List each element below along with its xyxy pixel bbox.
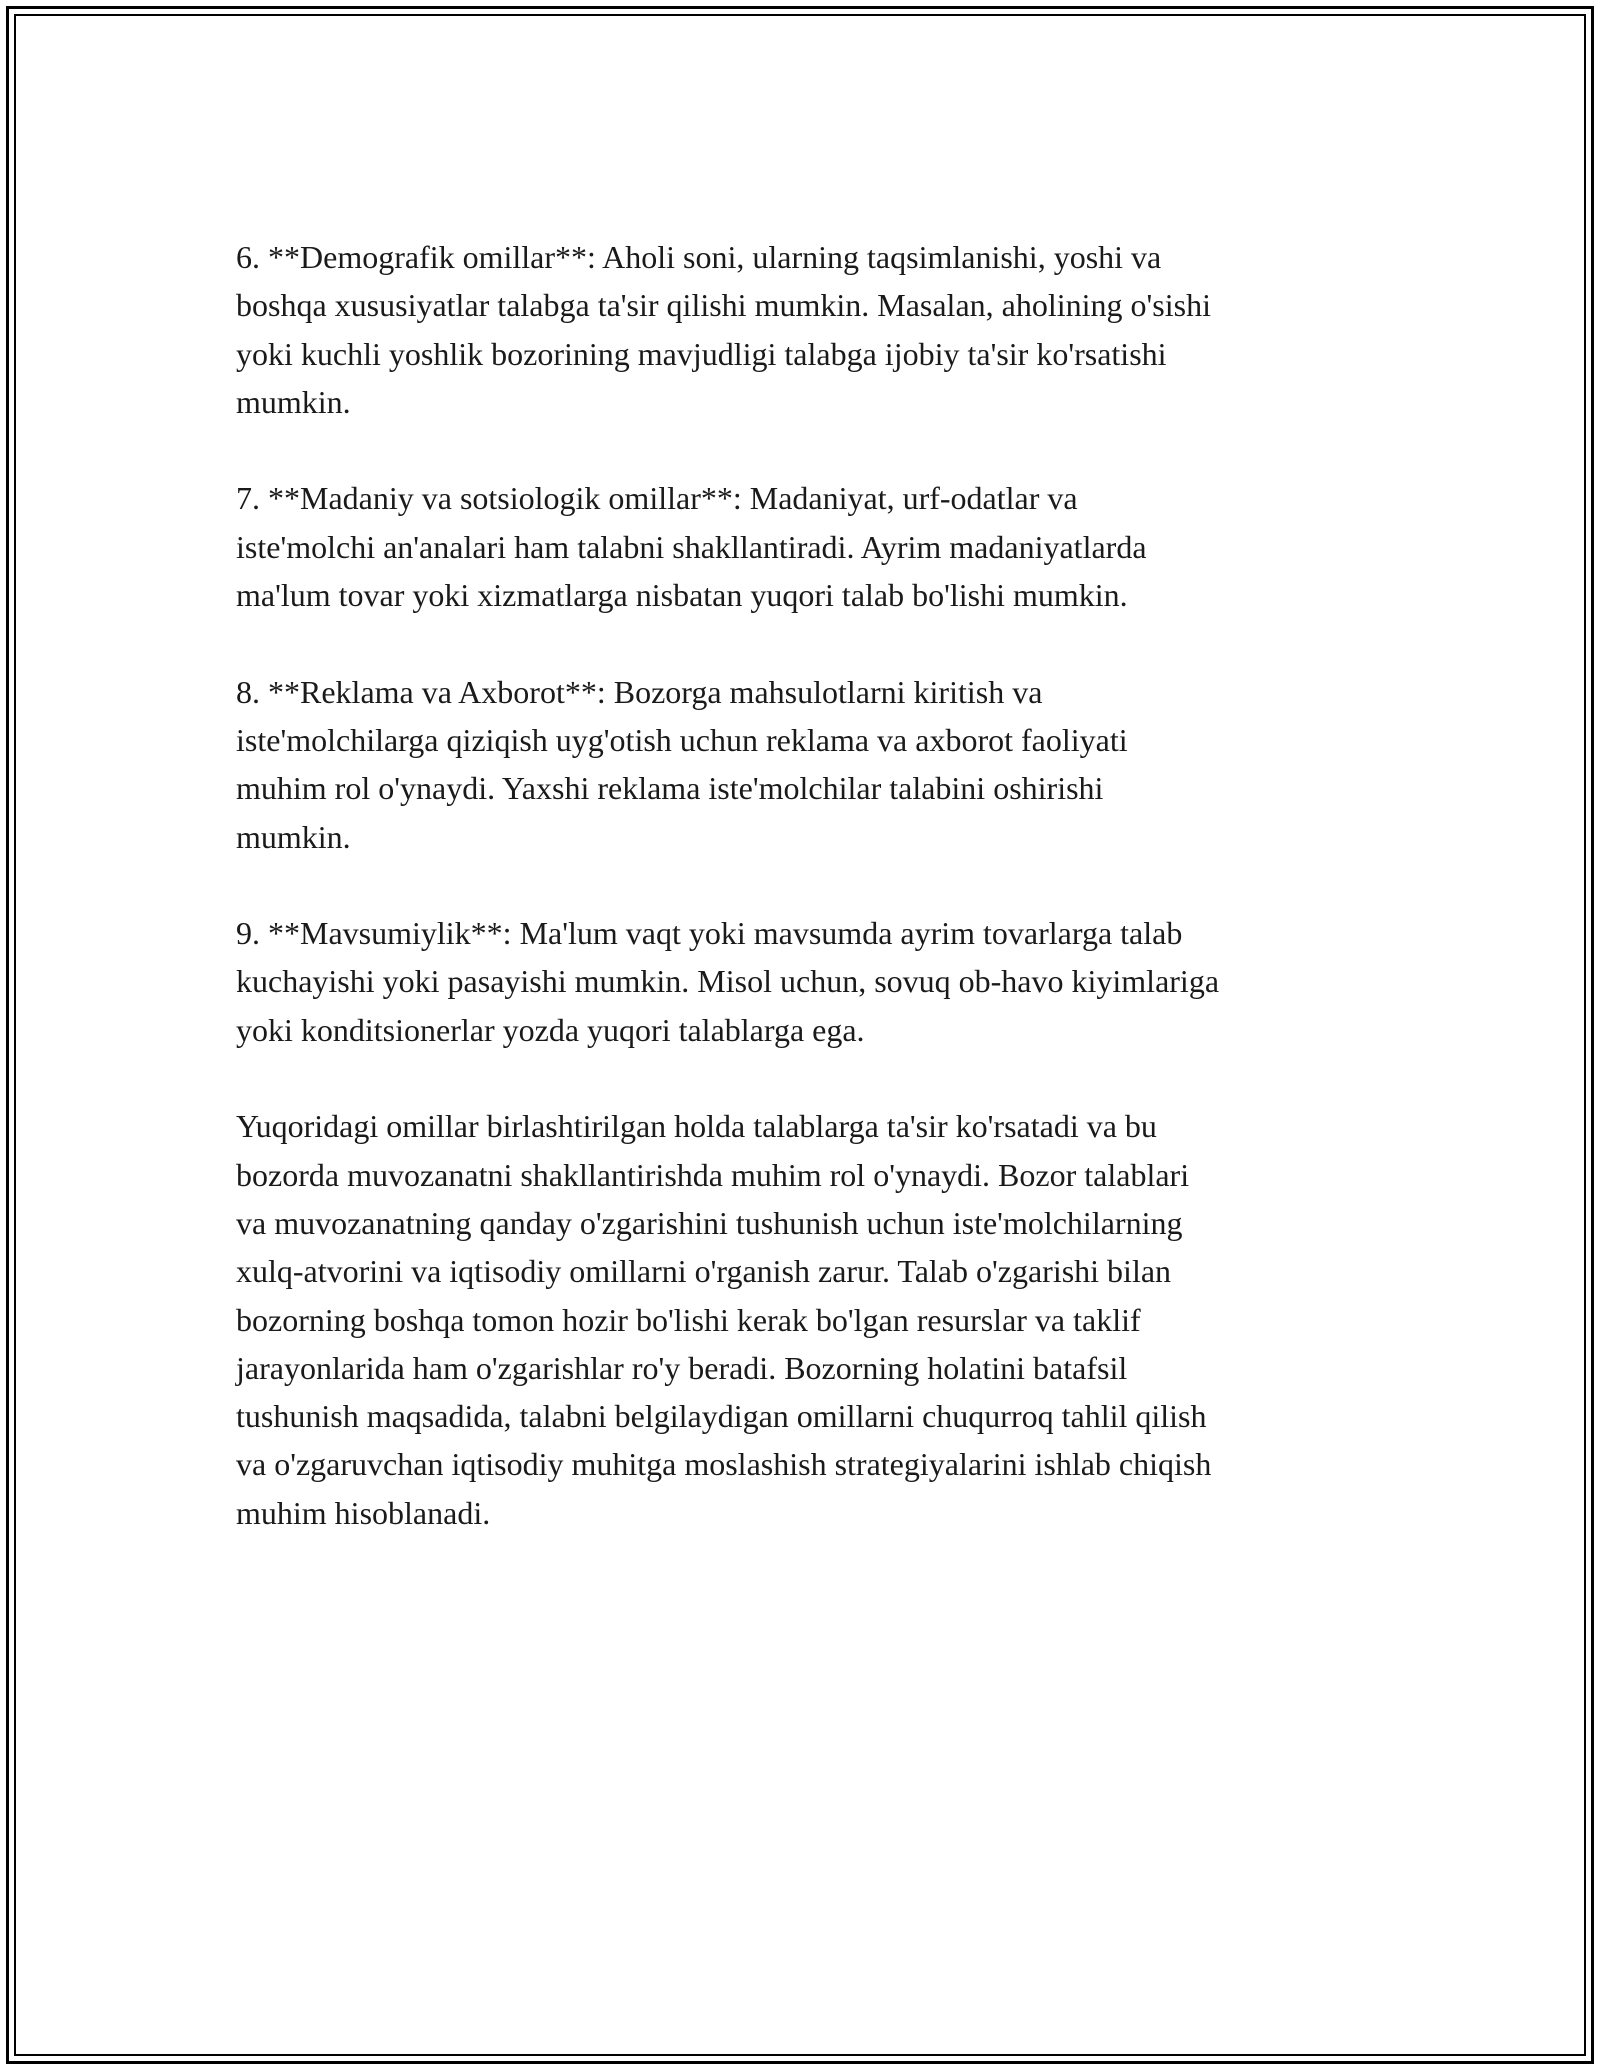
document-body xyxy=(236,233,1376,1537)
paragraph-madaniy-omillar: 7. **Madaniy va sotsiologik omillar**: Madaniyat, urf-odatlar va iste'molchi an'analari ham talabni shakllantiradi. Ayrim madaniyatlarda ma'lum tovar yoki xizmatlarga nisbatan yuqori talab bo'lishi mumkin. xyxy=(236,480,1147,614)
paragraph-conclusion: Yuqoridagi omillar birlashtirilgan holda talablarga ta'sir ko'rsatadi va bu bozorda muvozanatni shakllantirishda muhim rol o'ynaydi. Bozor talablari va muvozanatning qanday o'zgarishini tushunish uchun iste'molchilarning xulq-atvorini va iqtisodiy omillarni o'rganish zarur. Talab o'zgarishi bilan bozorning boshqa tomon hozir bo'lishi kerak bo'lgan resurslar va taklif jarayonlarida ham o'zgarishlar ro'y beradi. Bozorning holatini batafsil tushunish maqsadida, talabni belgilaydigan omillarni chuqurroq tahlil qilish va o'zgaruvchan iqtisodiy muhitga moslashish strategiyalarini ishlab chiqish muhim hisoblanadi. xyxy=(236,1108,1212,1531)
paragraph-mavsumiylik: 9. **Mavsumiylik**: Ma'lum vaqt yoki mavsumda ayrim tovarlarga talab kuchayishi yoki pasayishi mumkin. Misol uchun, sovuq ob-havo kiyimlariga yoki konditsionerlar yozda yuqori talablarga ega. xyxy=(236,915,1220,1048)
paragraph-demografik-omillar: 6. **Demografik omillar**: Aholi soni, ularning taqsimlanishi, yoshi va boshqa xususiyatlar talabga ta'sir qilishi mumkin. Masalan, aholining o'sishi yoki kuchli yoshlik bozorining mavjudligi talabga ijobiy ta'sir ko'rsatishi mumkin. xyxy=(236,239,1211,420)
paragraph-reklama-axborot: 8. **Reklama va Axborot**: Bozorga mahsulotlarni kiritish va iste'molchilarga qiziqish uyg'otish uchun reklama va axborot faoliyati muhim rol o'ynaydi. Yaxshi reklama iste'molchilar talabini oshirishi mumkin. xyxy=(236,673,1128,855)
